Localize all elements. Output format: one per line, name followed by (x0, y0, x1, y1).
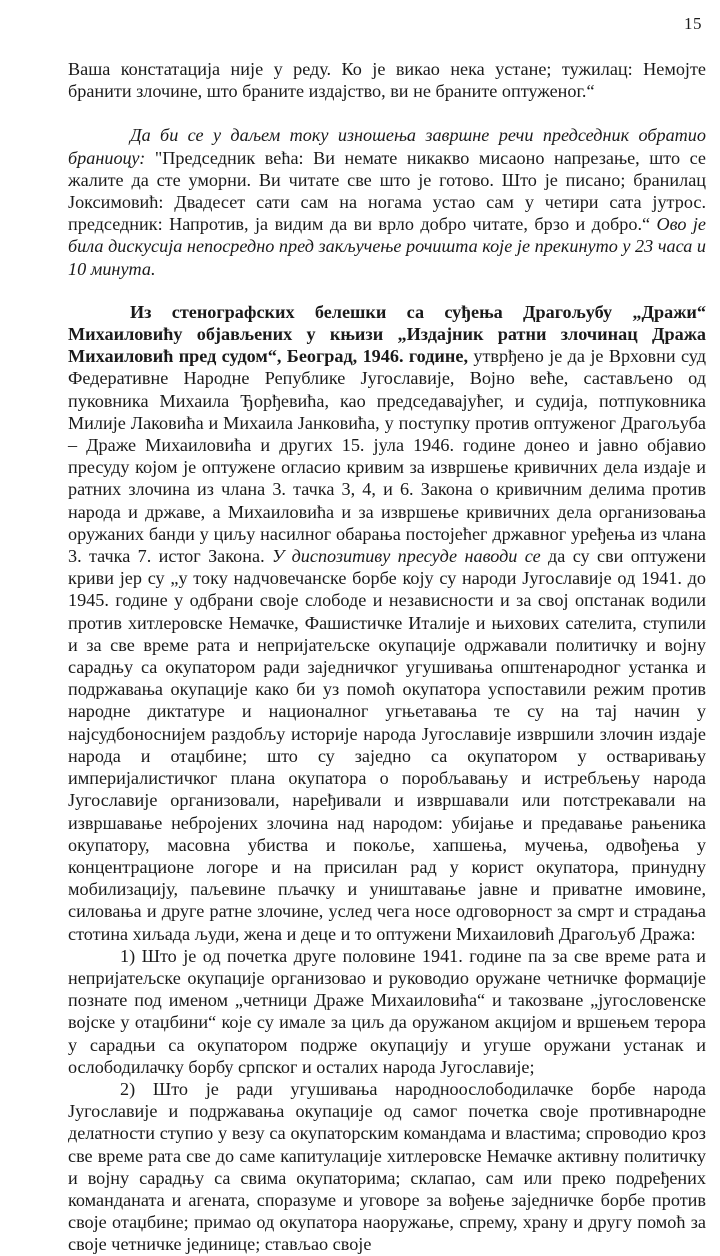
count-2-text: 2) Што је ради угушивања народноослободилачке борбе народа Југославије и подржавања окупације од самог почетка своје противнародне делатности ступио у везу са окупаторским командама и властима; спроводио кроз све време рата све до саме капитулације хитлеровске Немачке активну политичку и војну сарадњу са свима окупаторима; склапао, сам или преко подређених команданата и агената, споразуме и уговоре за вођење заједничке борбе против своје отаџбине; примао од окупатора наоружање, спрему, храну и другу помоћ за своје четничке јединице; стављао своје (68, 1078, 706, 1255)
quote-text: "Председник већа: Ви немате никакво мисаоно напрезање, што се жалите да сте уморни. Ви читате све што је готово. Што је писано; бранилац Јоксимовић: Двадесет сати сам на ногама устао сам у четири сата јутрос. председник: Напротив, ја видим да ви врло добро читате, брзо и добро.“ (68, 147, 706, 235)
paragraph-text: Ваша констатација није у реду. Ко је викао нека устане; тужилац: Немојте бранити злочине, што браните издајство, ви не браните оптуженог.“ (68, 59, 706, 102)
italic-outro: Ово је била дискусија непосредно пред закључење рочишта које је прекинуто у 23 часа и 10 минута. (68, 214, 707, 279)
italic-intro: Да би се у даљем току изношења завршне речи председник обратио браниоцу: (68, 125, 706, 168)
paragraph-count-1 (68, 945, 706, 1078)
paragraph-count-2 (68, 1078, 706, 1256)
paragraph-closing-quote (68, 58, 706, 102)
bold-lead: Из стенографских белешки са суђења Драгољубу „Дражи“ Михаиловићу објављених у књизи „Издајник ратни злочинац Дража Михаиловић пред судом“, Београд, 1946. године, (68, 301, 706, 367)
paragraph-judge-remark (68, 124, 706, 279)
verdict-body-continued: да су сви оптужени криви јер су „у току надчовечанске борбе коју су народи Југославије од 1941. до 1945. године у одбрани своје слободе и независности и за свој опстанак водили против хитлеровске Немачке, Фашистичке Италије и њихових сателита, ступили и за све време рата и непријатељске окупације одржавали политичку и војну сарадњу са окупатором ради заједничког угушивања општенародног устанка и подржавања окупације како би уз помоћ окупатора успоставили режим против народне диктатуре и националног угњетавања те су на тај начин у најсудбоноснијем раздобљу историје народа Југославије извршили злочин издаје народа и отаџбине; што су заједно са окупатором у остваривању империјалистичког плана окупатора о поробљавању и истребљењу народа Југославије организовали, наређивали и извршавали или потстрекавали на извршавање небројених злочина над народом: убијање и предавање рањеника окупатору, масовна убиства и покоље, хапшења, мучења, одвођења у концентрационе логоре и на присилан рад у корист окупатора, принудну мобилизацију, паљевине пљачку и уништавање јавне и приватне имовине, силовања и друге ратне злочине, услед чега носе одговорност за смрт и страдања стотина хиљада људи, жена и деце и то оптужени Михаиловић Драгољуб Дража: (68, 546, 707, 944)
verdict-body: утврђено је да је Врховни суд Федеративне Народне Републике Југославије, Војно веће, састављено од пуковника Михаила Ђорђевића, као председавајућег, и судија, потпуковника Милије Лаковића и Михаила Јанковића, у поступку против оптуженог Драгољуба – Драже Михаиловића и других 15. јула 1946. године донео и јавно објавио пресуду којом је оптужене огласио кривим за извршење кривичних дела издаје и ратних злочина из члана 3. тачка 3, 4, и 6. Закона о кривичним делима против народа и државе, а Михаиловића и за извршење кривичних дела организовања оружаних банди у циљу насилног обарања постојећег државног уређења из члана 3. тачка 7. истог Закона. (68, 346, 706, 567)
italic-disposition: У диспозитиву пресуде наводи се (271, 546, 541, 567)
paragraph-verdict (68, 301, 706, 945)
document-body (68, 58, 706, 1256)
page-number: 15 (684, 14, 702, 33)
count-1-text: 1) Што је од почетка друге половине 1941. године па за све време рата и непријатељске окупације организовао и руководио оружане четничке формације познате под именом „четници Драже Михаиловића“ и такозване „југословенске војске у отаџбини“ које су имале за циљ да оружаном акцијом и вршењем терора у сарадњи са окупатором подрже окупацију и угуше оружани устанак и ослободилачку борбу српског и осталих народа Југославије; (68, 945, 706, 1077)
